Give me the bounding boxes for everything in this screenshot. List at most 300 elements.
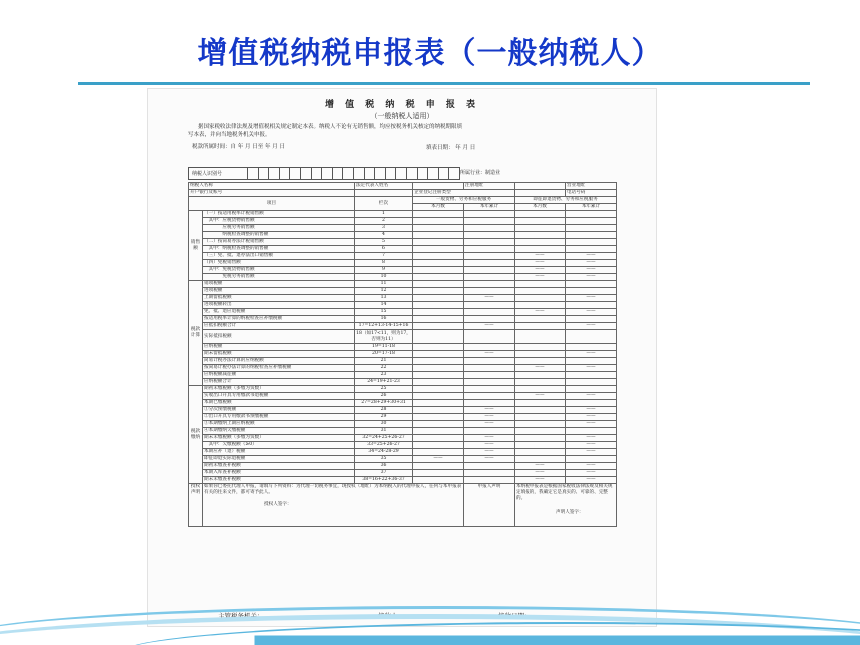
value-cell (464, 372, 515, 379)
value-cell (566, 456, 617, 463)
header-month: 本月数 (515, 204, 566, 211)
table-row (189, 302, 617, 309)
header-immediate: 即征即退货物、劳务和应税服务 (515, 197, 617, 204)
table-row (189, 267, 617, 274)
form-preamble-1: 据国家税收法律法规及增值税相关规定制定本表。纳税人不论有无销售额，均应按税务机关核定的纳税期限填 (198, 124, 463, 130)
value-cell (413, 421, 464, 428)
value-cell (464, 386, 515, 393)
value-cell (464, 358, 515, 365)
value-cell (464, 470, 515, 477)
row-col: 29 (355, 414, 413, 421)
row-col: 5 (355, 239, 413, 246)
value-cell: —— (566, 295, 617, 302)
value-cell (413, 246, 464, 253)
section-label: 税款计算 (189, 281, 203, 386)
value-cell (464, 274, 515, 281)
row-col: 14 (355, 302, 413, 309)
table-row (189, 253, 617, 260)
value-cell (413, 414, 464, 421)
row-label: 期末未缴查补税额 (203, 477, 355, 484)
row-label: 免、抵、退应退税额 (203, 309, 355, 316)
row-col: 17=12+13-14-15+16 (355, 323, 413, 330)
value-cell (515, 372, 566, 379)
row-col: 28 (355, 407, 413, 414)
row-col: 8 (355, 260, 413, 267)
footer-office: 主管税务机关： (218, 612, 264, 620)
value-cell (566, 239, 617, 246)
table-row (189, 330, 617, 344)
value-cell: —— (566, 421, 617, 428)
header-ytd: 本年累计 (464, 204, 515, 211)
row-label: 实收出口开具专用缴款书退税额 (203, 393, 355, 400)
value-cell (515, 225, 566, 232)
value-cell (413, 225, 464, 232)
form-period: 税款所属时间：自 年 月 日至 年 月 日 (192, 144, 285, 150)
row-col: 13 (355, 295, 413, 302)
value-cell: —— (566, 365, 617, 372)
value-cell (515, 295, 566, 302)
row-col: 32=24+25+26-27 (355, 435, 413, 442)
value-cell: —— (566, 435, 617, 442)
value-cell (515, 358, 566, 365)
slide-title: 增值税纳税申报表（一般纳税人） (197, 36, 663, 71)
value-cell: —— (566, 323, 617, 330)
value-cell (464, 232, 515, 239)
value-cell (464, 225, 515, 232)
value-cell (566, 400, 617, 407)
value-cell: —— (515, 463, 566, 470)
value-cell (566, 358, 617, 365)
table-row (189, 351, 617, 358)
row-col: 6 (355, 246, 413, 253)
taxpayer-id-box (188, 167, 460, 180)
table-row (189, 260, 617, 267)
table-row (189, 288, 617, 295)
value-cell (515, 316, 566, 323)
info-reg-type: 企业登记注册类型 (413, 190, 515, 197)
taxpayer-id-cells (247, 168, 459, 179)
value-cell: —— (566, 414, 617, 421)
footer-receiver: 接收人： (378, 612, 404, 620)
row-col: 3 (355, 225, 413, 232)
value-cell: —— (515, 274, 566, 281)
decl-sign: 声明人签字： (556, 510, 584, 515)
value-cell: —— (464, 442, 515, 449)
value-cell: —— (515, 253, 566, 260)
value-cell (413, 274, 464, 281)
info-row-2 (189, 190, 617, 197)
table-row (189, 414, 617, 421)
value-cell (515, 379, 566, 386)
header-row-1 (189, 197, 617, 204)
row-label: 期末未缴税额（多缴为负数） (203, 435, 355, 442)
value-cell (566, 379, 617, 386)
value-cell: —— (515, 477, 566, 484)
info-phone: 电话号码 (566, 190, 617, 197)
row-label: （三）免、抵、退办法出口销售额 (203, 253, 355, 260)
value-cell (515, 344, 566, 351)
value-cell (413, 393, 464, 400)
row-label: 本期已缴税额 (203, 400, 355, 407)
row-label: 其中：纳税检查调整的销售额 (203, 246, 355, 253)
row-label: 免税劳务销售额 (203, 274, 355, 281)
info-name: 纳税人名称 (189, 183, 355, 190)
value-cell (515, 456, 566, 463)
value-cell: —— (566, 267, 617, 274)
value-cell (464, 302, 515, 309)
row-col: 20=17-18 (355, 351, 413, 358)
row-label: 期初未缴查补税额 (203, 463, 355, 470)
value-cell (464, 463, 515, 470)
row-col: 7 (355, 253, 413, 260)
row-col: 35 (355, 456, 413, 463)
table-row (189, 281, 617, 288)
value-cell (464, 288, 515, 295)
form-scan (147, 88, 657, 627)
row-col: 22 (355, 365, 413, 372)
value-cell (464, 365, 515, 372)
value-cell (413, 330, 464, 344)
value-cell: —— (515, 309, 566, 316)
value-cell (566, 386, 617, 393)
value-cell: —— (413, 456, 464, 463)
row-label: 纳税检查调整的销售额 (203, 232, 355, 239)
value-cell (413, 365, 464, 372)
table-row (189, 470, 617, 477)
declaration-table (188, 182, 617, 527)
value-cell (515, 421, 566, 428)
value-cell (515, 218, 566, 225)
value-cell (413, 372, 464, 379)
header-item: 项目 (189, 197, 355, 211)
row-col: 31 (355, 428, 413, 435)
value-cell: —— (566, 442, 617, 449)
decorative-wave (0, 600, 860, 645)
table-row (189, 407, 617, 414)
value-cell: —— (566, 253, 617, 260)
value-cell (464, 309, 515, 316)
value-cell (413, 428, 464, 435)
value-cell (566, 211, 617, 218)
row-col: 27=28+29+30+31 (355, 400, 413, 407)
row-col: 11 (355, 281, 413, 288)
value-cell: —— (515, 267, 566, 274)
value-cell (413, 407, 464, 414)
value-cell (413, 309, 464, 316)
row-label: 应税劳务销售额 (203, 225, 355, 232)
row-label: 进项税额 (203, 288, 355, 295)
row-col: 25 (355, 386, 413, 393)
row-label: ①分次预缴税额 (203, 407, 355, 414)
value-cell (464, 393, 515, 400)
row-col: 36 (355, 463, 413, 470)
value-cell (413, 442, 464, 449)
form-preamble-2: 写本表，并向当地税务机关申报。 (188, 132, 271, 138)
value-cell: —— (566, 309, 617, 316)
table-row (189, 435, 617, 442)
form-fill-date: 填表日期： 年 月 日 (426, 145, 476, 151)
value-cell (413, 260, 464, 267)
row-col: 34=24-28-29 (355, 449, 413, 456)
value-cell (413, 239, 464, 246)
value-cell (515, 400, 566, 407)
value-cell (464, 330, 515, 344)
auth-text-cell (203, 484, 464, 527)
header-ytd: 本年累计 (566, 204, 617, 211)
value-cell (413, 316, 464, 323)
value-cell (413, 211, 464, 218)
value-cell (464, 218, 515, 225)
table-row (189, 344, 617, 351)
value-cell (515, 435, 566, 442)
value-cell (515, 351, 566, 358)
value-cell: —— (566, 463, 617, 470)
value-cell (413, 302, 464, 309)
value-cell: —— (566, 393, 617, 400)
value-cell (413, 288, 464, 295)
info-row-1 (189, 183, 617, 190)
row-col: 1 (355, 211, 413, 218)
value-cell (413, 400, 464, 407)
row-label: 其中：应税货物销售额 (203, 218, 355, 225)
value-cell (515, 281, 566, 288)
value-cell: —— (515, 365, 566, 372)
table-row (189, 442, 617, 449)
row-label: （二）按简易办法计税销售额 (203, 239, 355, 246)
row-col: 38=16+22+36-37 (355, 477, 413, 484)
value-cell (413, 470, 464, 477)
row-label: 应纳税额合计 (203, 379, 355, 386)
value-cell (515, 323, 566, 330)
value-cell (566, 302, 617, 309)
row-col: 21 (355, 358, 413, 365)
value-cell (515, 414, 566, 421)
value-cell (413, 379, 464, 386)
table-row (189, 386, 617, 393)
value-cell (413, 232, 464, 239)
value-cell: —— (464, 407, 515, 414)
row-col: 30 (355, 421, 413, 428)
table-row (189, 456, 617, 463)
row-label: （一）按适用税率计税销售额 (203, 211, 355, 218)
value-cell (413, 323, 464, 330)
declaration-row (189, 484, 617, 527)
value-cell (464, 379, 515, 386)
form-subtitle: （一般纳税人适用） (370, 112, 434, 120)
row-col: 12 (355, 288, 413, 295)
row-col: 23 (355, 372, 413, 379)
value-cell (566, 288, 617, 295)
row-label: 应纳税额减征额 (203, 372, 355, 379)
section-label: 税款缴纳 (189, 386, 203, 484)
value-cell (515, 449, 566, 456)
table-row (189, 316, 617, 323)
row-label: 实际抵扣税额 (203, 330, 355, 344)
value-cell (413, 358, 464, 365)
value-cell (566, 316, 617, 323)
value-cell (515, 330, 566, 344)
value-cell (413, 449, 464, 456)
row-col: 2 (355, 218, 413, 225)
table-row (189, 274, 617, 281)
row-label: （四）免税销售额 (203, 260, 355, 267)
value-cell (413, 344, 464, 351)
value-cell: —— (464, 456, 515, 463)
row-label: 上期留抵税额 (203, 295, 355, 302)
value-cell (464, 477, 515, 484)
value-cell (464, 344, 515, 351)
row-col: 9 (355, 267, 413, 274)
header-month: 本月数 (413, 204, 464, 211)
value-cell (566, 330, 617, 344)
table-row (189, 358, 617, 365)
value-cell (515, 386, 566, 393)
value-cell (413, 351, 464, 358)
value-cell (413, 295, 464, 302)
value-cell (413, 435, 464, 442)
value-cell: —— (464, 449, 515, 456)
value-cell (464, 239, 515, 246)
value-cell (413, 463, 464, 470)
row-col: 37 (355, 470, 413, 477)
row-col: 24=19+21-23 (355, 379, 413, 386)
value-cell (566, 225, 617, 232)
table-row (189, 232, 617, 239)
value-cell: —— (464, 435, 515, 442)
value-cell (566, 281, 617, 288)
value-cell: —— (515, 393, 566, 400)
row-label: 期末留抵税额 (203, 351, 355, 358)
table-row (189, 428, 617, 435)
value-cell (515, 407, 566, 414)
table-row (189, 218, 617, 225)
row-col: 16 (355, 316, 413, 323)
value-cell: —— (566, 260, 617, 267)
value-cell (413, 281, 464, 288)
table-row (189, 309, 617, 316)
value-cell: —— (464, 351, 515, 358)
value-cell (413, 253, 464, 260)
value-cell: —— (515, 260, 566, 267)
value-cell: —— (566, 477, 617, 484)
value-cell (515, 211, 566, 218)
table-row (189, 379, 617, 386)
row-label: 其中：欠缴税额（≥0） (203, 442, 355, 449)
auth-label: 授权声明 (189, 484, 203, 527)
decl-text: 本纳税申报表是根据国家税收法律法规及相关规定填报的，我确定它是真实的、可靠的、完整的。 (516, 484, 613, 501)
section-label: 销售额 (189, 211, 203, 281)
info-legal-rep: 法定代表人姓名 (355, 183, 413, 190)
form-title: 增 值 税 纳 税 申 报 表 (325, 100, 479, 110)
row-label: 应纳税额 (203, 344, 355, 351)
value-cell: —— (464, 295, 515, 302)
value-cell (464, 253, 515, 260)
info-bank: 开户银行及账号 (189, 190, 355, 197)
row-col: 4 (355, 232, 413, 239)
row-label: ②出口开具专用缴款书预缴税额 (203, 414, 355, 421)
value-cell (464, 316, 515, 323)
auth-text: 如果你已委托代理人申报，请填写下列资料：为代理一切税务事宜，现授权（地址）为本纳税人的代理申报人，任何与本申报表有关的往来文件，都可寄予此人。 (204, 484, 462, 495)
row-label: 应抵扣税额合计 (203, 323, 355, 330)
value-cell (464, 267, 515, 274)
value-cell (515, 239, 566, 246)
table-row (189, 400, 617, 407)
value-cell (515, 302, 566, 309)
table-row (189, 372, 617, 379)
row-label: ③本期缴纳上期应纳税额 (203, 421, 355, 428)
row-label: 即征即退实际退税额 (203, 456, 355, 463)
value-cell: —— (566, 351, 617, 358)
table-row (189, 463, 617, 470)
row-label: 按适用税率计算的纳税检查应补缴税额 (203, 316, 355, 323)
value-cell (566, 428, 617, 435)
table-row (189, 246, 617, 253)
taxpayer-id-label: 纳税人识别号 (192, 171, 223, 177)
row-label: 简易计税办法计算的应纳税额 (203, 358, 355, 365)
table-row (189, 449, 617, 456)
value-cell (566, 344, 617, 351)
row-label: 按简易计税办法计算的纳税检查应补缴税额 (203, 365, 355, 372)
value-cell (413, 386, 464, 393)
info-reg-address: 注册地址 (464, 183, 515, 190)
value-cell (515, 428, 566, 435)
header-general: 一般货物、劳务和应税服务 (413, 197, 515, 204)
value-cell: —— (566, 407, 617, 414)
value-cell (413, 267, 464, 274)
value-cell (566, 218, 617, 225)
table-row (189, 477, 617, 484)
value-cell: —— (566, 274, 617, 281)
auth-sign: 授权人签字： (264, 502, 292, 507)
value-cell (464, 400, 515, 407)
row-label: 进项税额转出 (203, 302, 355, 309)
value-cell (515, 442, 566, 449)
row-col: 15 (355, 309, 413, 316)
footer-date: 接收日期： (498, 612, 531, 620)
value-cell (464, 211, 515, 218)
value-cell (515, 246, 566, 253)
table-row (189, 323, 617, 330)
row-label: 本期入库查补税额 (203, 470, 355, 477)
table-row (189, 295, 617, 302)
table-row (189, 239, 617, 246)
value-cell: —— (464, 421, 515, 428)
row-col: 33=25+26-27 (355, 442, 413, 449)
row-label: 销项税额 (203, 281, 355, 288)
row-label: 本期应补（退）税额 (203, 449, 355, 456)
decl-label: 申报人声明 (464, 484, 515, 527)
value-cell (464, 260, 515, 267)
row-label: ④本期缴纳欠缴税额 (203, 428, 355, 435)
value-cell (413, 477, 464, 484)
table-row (189, 393, 617, 400)
value-cell: —— (566, 449, 617, 456)
value-cell (566, 246, 617, 253)
value-cell (566, 232, 617, 239)
value-cell (515, 232, 566, 239)
row-col: 10 (355, 274, 413, 281)
row-label: 期初未缴税额（多缴为负数） (203, 386, 355, 393)
row-col: 26 (355, 393, 413, 400)
value-cell: —— (515, 470, 566, 477)
table-row (189, 421, 617, 428)
value-cell: —— (566, 470, 617, 477)
row-col: 19=11-18 (355, 344, 413, 351)
title-divider (78, 82, 810, 85)
value-cell (566, 372, 617, 379)
row-col: 18（如17<11，则为17，否则为11） (356, 330, 411, 342)
value-cell (464, 281, 515, 288)
